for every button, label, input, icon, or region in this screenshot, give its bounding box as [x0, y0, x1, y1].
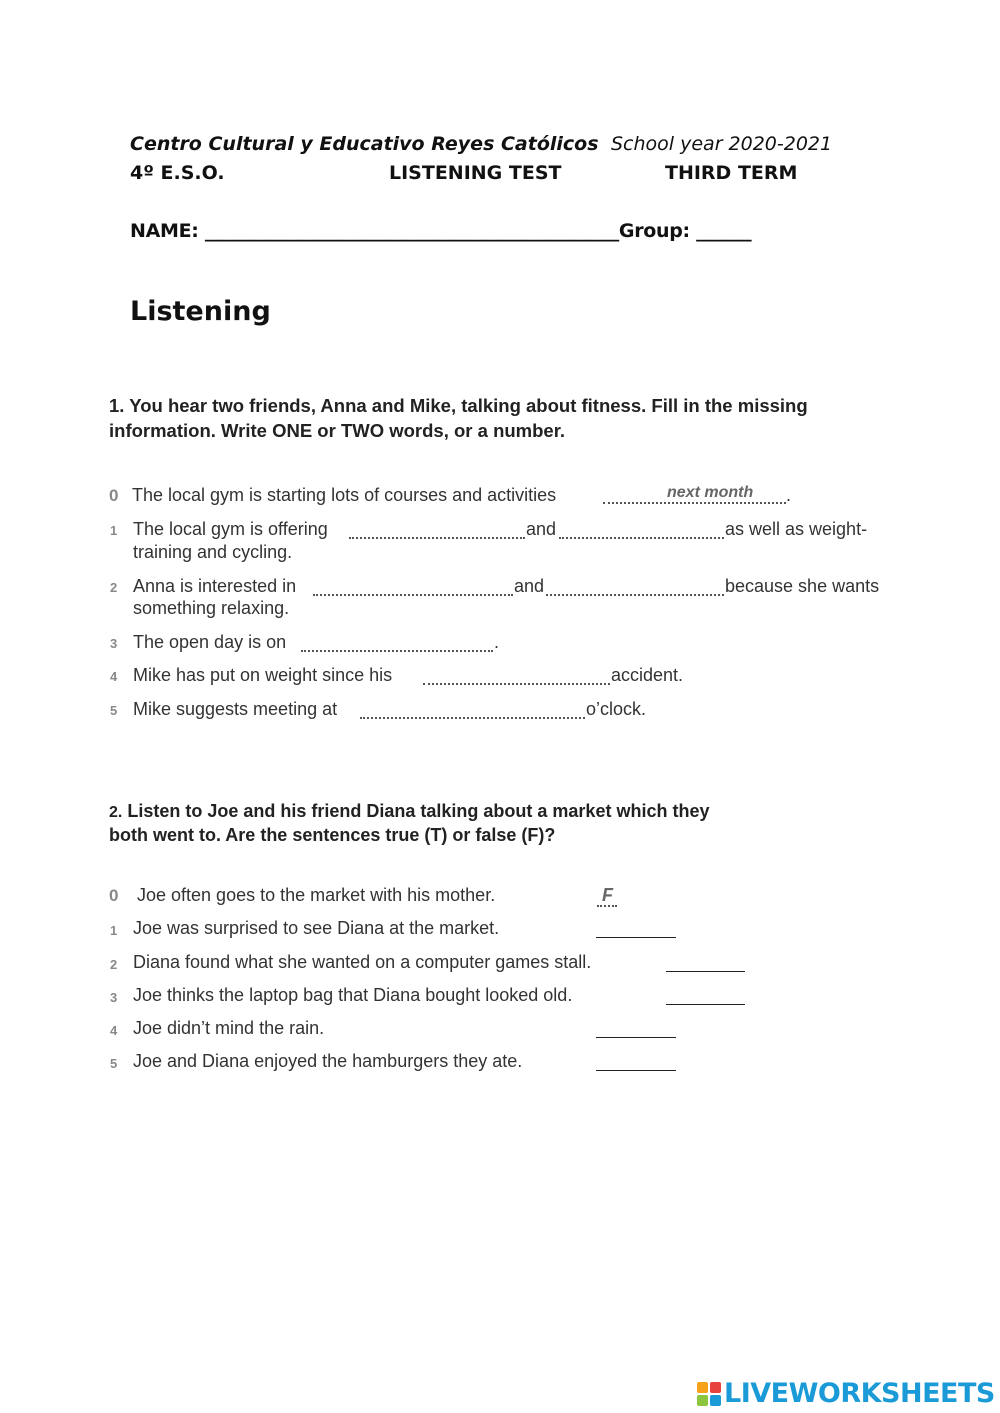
tf-answer-line[interactable]: [596, 1070, 676, 1071]
exercise2-instruction-line1: Listen to Joe and his friend Diana talking about a market which they: [127, 801, 710, 821]
item-number: 5: [110, 703, 118, 718]
tf-example-text: Joe often goes to the market with his mother.: [137, 885, 496, 905]
example-sentence: The local gym is starting lots of courses and activities: [132, 485, 557, 505]
exercise2-instruction-line2: both went to. Are the sentences true (T) or false (F)?: [109, 825, 556, 845]
exercise2-number: 2.: [109, 804, 123, 821]
name-group-field[interactable]: NAME: _____________________________________________Group: ______: [130, 220, 752, 242]
item4-blank[interactable]: [423, 668, 610, 685]
test-title: LISTENING TEST: [389, 162, 562, 184]
item1-text: The local gym is offering: [133, 519, 328, 539]
item4-text: Mike has put on weight since his: [133, 665, 393, 685]
tf-item-number: 5: [110, 1056, 118, 1071]
item2-and: and: [514, 576, 545, 596]
school-year: School year 2020-2021: [611, 133, 833, 155]
tf-answer-line[interactable]: [596, 937, 676, 938]
term-label: THIRD TERM: [665, 162, 798, 184]
item-number: 4: [110, 669, 118, 684]
logo-square-1: [697, 1382, 708, 1393]
logo-text: LIVEWORKSHEETS: [724, 1378, 995, 1409]
item1-text-end: as well as weight-: [725, 519, 868, 539]
tf-item-text: Joe didn’t mind the rain.: [133, 1018, 325, 1038]
item5-text-end: o’clock.: [586, 699, 647, 719]
item3-period: .: [494, 632, 500, 652]
item3-text: The open day is on: [133, 632, 287, 652]
tf-item-text: Joe and Diana enjoyed the hamburgers they ate.: [133, 1051, 523, 1071]
item4-text-end: accident.: [611, 665, 684, 685]
tf-item-text: Diana found what she wanted on a computer games stall.: [133, 952, 592, 972]
example-number: 0: [109, 486, 119, 505]
example-answer: next month: [667, 484, 754, 501]
exercise1-instruction-line1: 1. You hear two friends, Anna and Mike, talking about fitness. Fill in the missing: [109, 395, 808, 416]
course-level: 4º E.S.O.: [130, 162, 225, 184]
tf-item-number: 3: [110, 990, 118, 1005]
exercise1-instruction: [109, 393, 808, 443]
section-title: Listening: [130, 296, 271, 327]
tf-item-text: Joe thinks the laptop bag that Diana bought looked old.: [133, 985, 573, 1005]
item1-text-line2: training and cycling.: [133, 542, 293, 562]
tf-answer-line[interactable]: [666, 971, 745, 972]
item1-blank-b[interactable]: [559, 522, 724, 539]
item1-blank-a[interactable]: [349, 522, 525, 539]
item5-blank[interactable]: [360, 702, 585, 719]
tf-item-text: Joe was surprised to see Diana at the market.: [133, 918, 500, 938]
exercise1-instruction-line2: information. Write ONE or TWO words, or a number.: [109, 420, 566, 441]
item2-text-end: because she wants: [725, 576, 880, 596]
liveworksheets-logo[interactable]: [697, 1378, 995, 1409]
item2-blank-a[interactable]: [313, 579, 513, 596]
item5-text: Mike suggests meeting at: [133, 699, 338, 719]
tf-item-number: 1: [110, 923, 118, 938]
tf-answer-line[interactable]: [666, 1004, 745, 1005]
logo-square-3: [697, 1395, 708, 1406]
item1-and: and: [526, 519, 557, 539]
item-number: 2: [110, 580, 118, 595]
tf-item-number: 4: [110, 1023, 118, 1038]
item2-blank-b[interactable]: [546, 579, 724, 596]
example-period: .: [786, 485, 792, 505]
logo-square-4: [710, 1395, 721, 1406]
tf-example-number: 0: [109, 886, 119, 905]
tf-example-answer: F: [602, 885, 613, 905]
item-number: 3: [110, 636, 118, 651]
item2-text: Anna is interested in: [133, 576, 297, 596]
item3-blank[interactable]: [301, 635, 493, 652]
logo-grid-icon: [697, 1382, 721, 1406]
item2-text-line2: something relaxing.: [133, 598, 290, 618]
exercise2-instruction: [109, 800, 709, 847]
tf-answer-line[interactable]: [596, 1037, 676, 1038]
school-name: Centro Cultural y Educativo Reyes Católicos: [130, 133, 599, 155]
item-number: 1: [110, 523, 118, 538]
tf-item-number: 2: [110, 957, 118, 972]
logo-square-2: [710, 1382, 721, 1393]
